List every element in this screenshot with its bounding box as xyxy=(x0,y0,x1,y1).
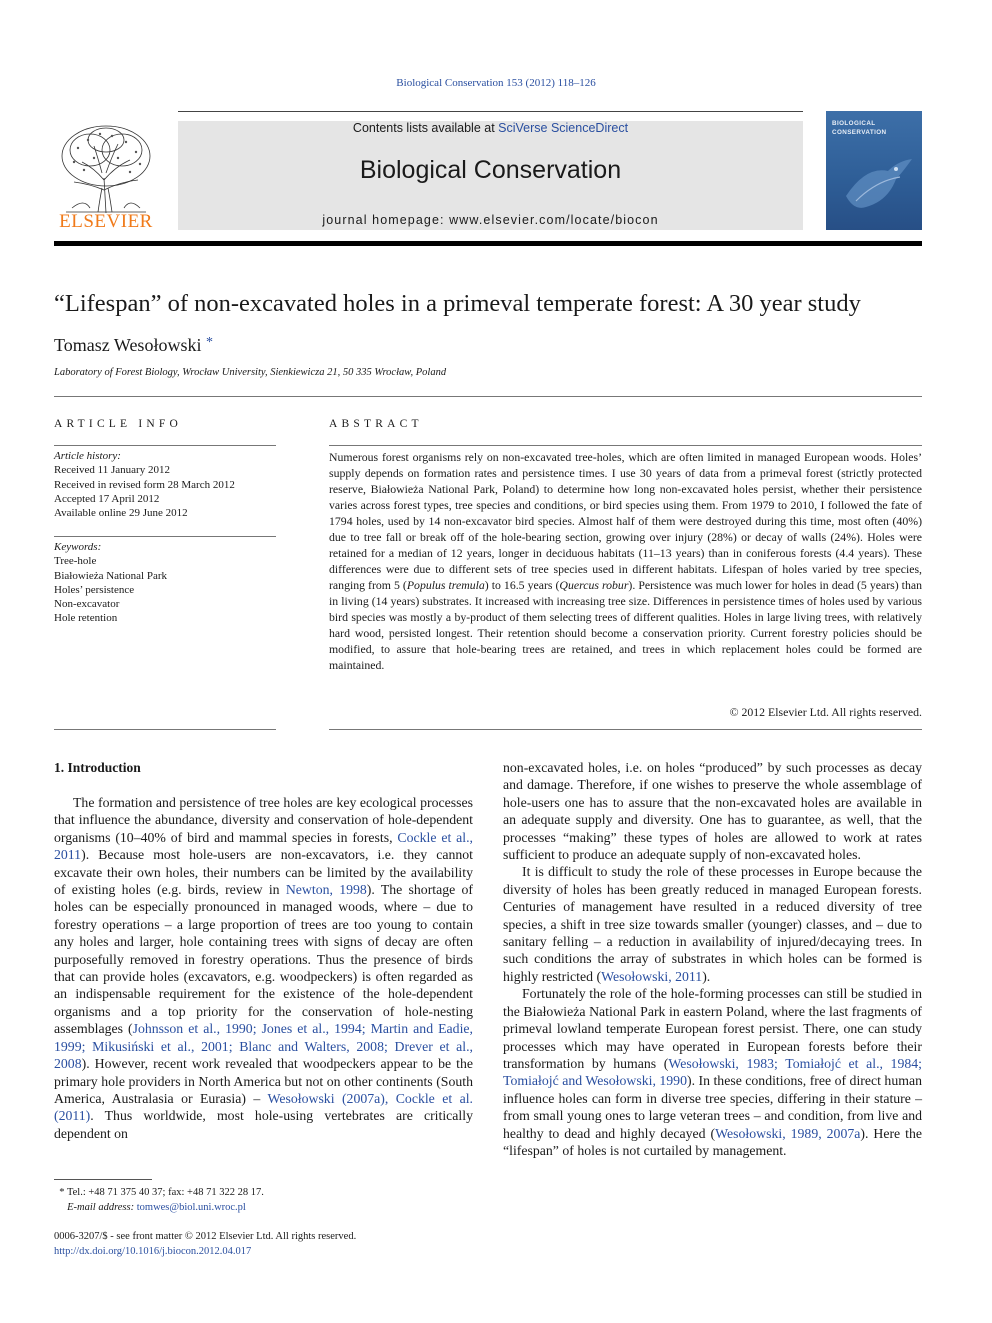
issn-line: 0006-3207/$ - see front matter © 2012 Elsevier Ltd. All rights reserved. xyxy=(54,1231,357,1242)
email-link[interactable]: tomwes@biol.uni.wroc.pl xyxy=(136,1201,246,1213)
footnote-mark: * xyxy=(59,1187,65,1198)
citation-link[interactable]: Cockle et al., 2011 xyxy=(54,829,473,863)
intro-paragraph xyxy=(54,794,473,1142)
citation-link[interactable]: Wesołowski, 1989, 2007a xyxy=(715,1125,861,1141)
online-date: Available online 29 June 2012 xyxy=(54,507,188,520)
body-text: ). The shortage of holes can be especially pronounced in managed woods, where – due to forestry operations – a large proportion of trees are too young to contain any holes and larger, hole containing trees with signs of decay are often purposefully removed in forestry operations. Thus the presence of birds that can provide holes (excavators, e.g. woodpeckers) is often regarded as an indispensable requirement for the existence of the hole-dependent organisms and a top priority for the conservation of hole-nesting assemblages ( xyxy=(54,882,473,1037)
citation-link[interactable]: Johnsson et al., 1990; Jones et al., 1994; Martin and Eadie, 1999; Mikusiński et al., 2001; Blanc and Walters, 2008; Drever et al., 2008 xyxy=(54,1021,473,1072)
article-info-rule-top xyxy=(54,445,276,446)
species-name: Quercus robur xyxy=(559,578,629,592)
body-column-right xyxy=(503,759,922,1159)
sciencedirect-link[interactable]: SciVerse ScienceDirect xyxy=(498,121,629,135)
body-text: The formation and persistence of tree holes are key ecological processes that influence the abundance, diversity and conservation of hole-dependent organisms (10–40% of bird and mammal species in forests, xyxy=(54,795,473,845)
elsevier-wordmark: ELSEVIER xyxy=(59,211,153,232)
keyword-item: Tree-hole xyxy=(54,555,97,568)
contents-line xyxy=(178,121,803,135)
article-info-rule-middle xyxy=(54,536,276,537)
front-matter xyxy=(54,1230,356,1259)
author-name: Tomasz Wesołowski xyxy=(54,335,202,355)
keyword-item: Non-excavator xyxy=(54,598,120,611)
intro-paragraph: non-excavated holes, i.e. on holes “produced” by such processes as decay and damage. Therefore, if one wishes to preserve the whole assemblage of hole-users one has to assure that the non-excavated holes are available in an adequate supply and diversity. One has to guarantee, as well, that the processes “making” these types of holes are allowed to work at rates sufficient to produce an adequate supply of non-excavated holes. xyxy=(503,760,922,863)
abstract-body xyxy=(329,449,922,673)
accepted-date: Accepted 17 April 2012 xyxy=(54,492,160,505)
doi-link[interactable]: http://dx.doi.org/10.1016/j.biocon.2012.04.017 xyxy=(54,1245,252,1257)
citation-link[interactable]: Wesołowski (2007a), Cockle et al. (2011) xyxy=(54,1090,473,1124)
history-label: Article history: xyxy=(54,450,121,462)
journal-homepage[interactable]: journal homepage: www.elsevier.com/locate/biocon xyxy=(322,213,659,227)
article-title: “Lifespan” of non-excavated holes in a primeval temperate forest: A 30 year study xyxy=(54,290,861,317)
keyword-item: Białowieża National Park xyxy=(54,569,168,582)
intro-paragraph xyxy=(503,985,922,1159)
footnote xyxy=(54,1186,264,1215)
abstract-rule-bottom xyxy=(329,729,922,730)
cover-title-line-2: CONSERVATION xyxy=(832,129,887,136)
contents-prefix: Contents lists available at xyxy=(352,121,499,135)
keyword-item: Hole retention xyxy=(54,612,118,625)
body-text: ). Here the “lifespan” of holes is not curtailed by management. xyxy=(503,1125,923,1158)
cover-title-line-1: BIOLOGICAL xyxy=(832,120,876,127)
citation-link[interactable]: Wesołowski, 1983; Tomiałojć et al., 1984; Tomiałojć and Wesołowski, 1990 xyxy=(503,1055,922,1089)
keyword-item: Holes’ persistence xyxy=(54,583,135,596)
abstract-heading: ABSTRACT xyxy=(329,418,423,430)
body-text: Fortunately the role of the hole-forming processes can still be studied in the Białowieża National Park in eastern Poland, where the last fragments of primeval lowland temperate European forest persist. There, one can study processes which may have operated in European forests before their transformation by humans ( xyxy=(503,986,922,1071)
body-text: ). Because most hole-users are non-excavators, i.e. they cannot excavate their own holes, their numbers can be limited by the availability of existing holes (e.g. birds, review in xyxy=(54,847,473,898)
body-text: . Thus worldwide, most hole-using vertebrates are critically dependent on xyxy=(54,1108,473,1141)
species-name: Populus tremula xyxy=(406,578,485,592)
body-text: ). xyxy=(702,968,711,984)
abstract-copyright: © 2012 Elsevier Ltd. All rights reserved. xyxy=(729,705,922,719)
abstract-text: Numerous forest organisms rely on non-excavated tree-holes, which are often limited in managed European woods. Holes’ supply depends on formation rates and persistence times. I use 30 years of data from a primeval forest (strictly protected reserve, Białowieża National Park, Poland) to determine how long non-excavated holes persist, whether their persistence varies across forest types, tree species and conditions, or bird species using them. From 1979 to 2010, I followed the fate of 1794 holes, used by 14 non-excavator bird species. Almost half of them were destroyed during this time, most often (40%) due to tree fall or break off of the hole-bearing section, growing over injury (28%) or decay of walls (24%). Holes were retained for a median of 12 years, longer in deciduous habitats (11–13 years) than in coniferous forests (4.4 years). These differences were due to different sets of tree species used in different habitats. Lifespan of holes varied by tree species, ranging from 5 ( xyxy=(329,450,922,592)
footnote-rule xyxy=(54,1179,152,1180)
footnote-tel: Tel.: +48 71 375 40 37; fax: +48 71 322 28 17. xyxy=(66,1187,264,1198)
body-column-left xyxy=(54,794,473,1142)
article-info-heading: ARTICLE INFO xyxy=(54,418,182,430)
body-text: ). However, recent work revealed that woodpeckers appear to be the primary hole providers in North America but not on other continents (South America, Australasia or Eurasia) – xyxy=(54,1056,473,1106)
abstract-text: ) to 16.5 years ( xyxy=(484,578,560,592)
header-thick-rule xyxy=(54,241,922,246)
corresponding-author-mark[interactable]: * xyxy=(205,335,213,350)
keywords-block xyxy=(54,540,167,626)
received-date: Received 11 January 2012 xyxy=(54,464,170,477)
citation-link[interactable]: Newton, 1998 xyxy=(285,882,367,898)
body-text: ). In these conditions, free of direct human influence holes can form in diverse tree species, differing in their stature – from small young ones to large veteran trees – and condition, from live and healthy to dead and highly decayed ( xyxy=(503,1073,922,1141)
cover-bird-illustration xyxy=(826,111,922,230)
footnote-email-line xyxy=(54,1201,264,1216)
affiliation-rule xyxy=(54,396,922,397)
journal-cover-thumbnail xyxy=(826,111,922,230)
email-label: E-mail address: xyxy=(67,1201,135,1213)
footnote-contact xyxy=(54,1186,264,1201)
journal-title: Biological Conservation xyxy=(359,156,622,184)
body-text: It is difficult to study the role of these processes in Europe because the diversity of holes has been greatly reduced in managed European forests. Centuries of management have resulted in a reduced diversity of tree species, a shift in tree size towards smaller (younger) classes, and – due to sanitary felling – a reduction in availability of injured/decaying trees. In such conditions the array of substrates in which holes can be formed is highly restricted ( xyxy=(503,864,922,984)
introduction-heading: 1. Introduction xyxy=(54,760,141,775)
citation-link[interactable]: Wesołowski, 2011 xyxy=(601,968,703,984)
intro-paragraph xyxy=(503,863,922,985)
affiliation: Laboratory of Forest Biology, Wrocław University, Sienkiewicza 21, 50 335 Wrocław, Poland xyxy=(54,367,447,378)
article-info-rule-bottom xyxy=(54,729,276,730)
article-history xyxy=(54,449,235,520)
journal-citation[interactable]: Biological Conservation 153 (2012) 118–126 xyxy=(396,77,596,89)
revised-date: Received in revised form 28 March 2012 xyxy=(54,478,235,491)
abstract-rule-top xyxy=(329,445,922,446)
author-line xyxy=(54,335,213,356)
abstract-text: ). Persistence was much lower for holes in dead (5 years) than in living (14 years) substrates. It increased with increasing tree size. Differences in persistence times of holes used by various bird species was mostly a by-product of them selecting trees of different qualities. Holes in large living trees, with relatively hard wood, persisted longest. Their retention should become a conservation priority. Current forestry policies should be modified, to assure that hole-bearing trees are retained, and trees in which replacement holes could be formed are maintained. xyxy=(329,578,922,672)
header-rule xyxy=(178,111,803,112)
keywords-label: Keywords: xyxy=(54,541,102,553)
